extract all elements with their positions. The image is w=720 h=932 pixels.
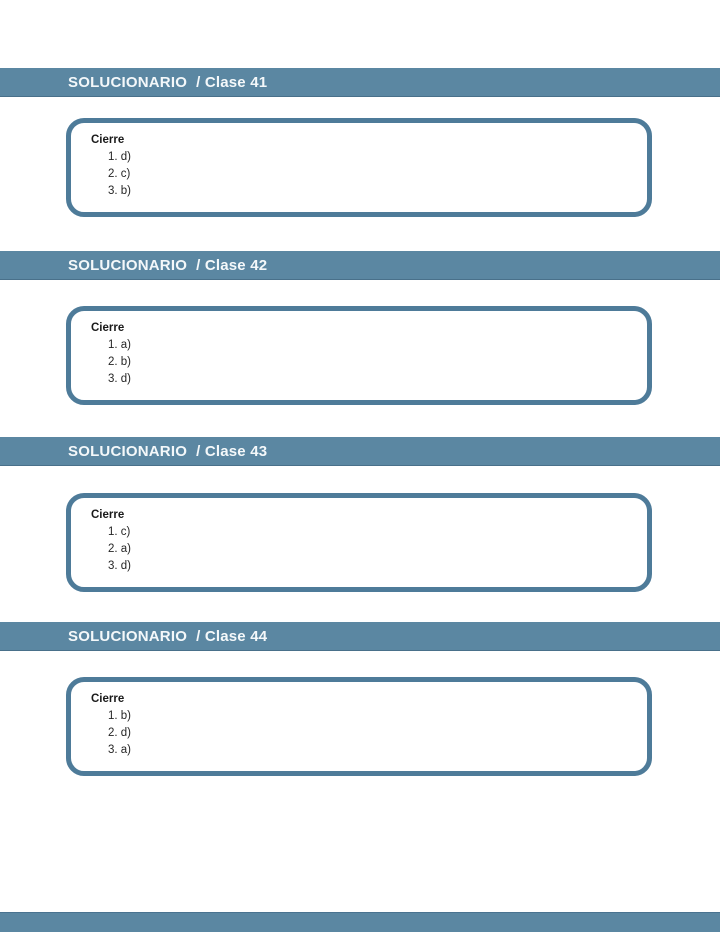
box-title: Cierre: [91, 509, 125, 521]
box-title: Cierre: [91, 134, 125, 146]
answer-line: 2. c): [108, 168, 131, 180]
answer-line: 3. d): [108, 560, 132, 572]
box-title: Cierre: [91, 322, 125, 334]
section-header-bar: [0, 68, 720, 97]
section-title: SOLUCIONARIO: [68, 256, 188, 274]
section-header-bar: [0, 251, 720, 280]
answer-box: [66, 118, 652, 217]
box-title: Cierre: [91, 693, 125, 705]
section-class-label: / Clase 43: [196, 442, 268, 460]
section-class-label: / Clase 42: [196, 256, 268, 274]
section-header-bar: [0, 437, 720, 466]
answer-line: 1. a): [108, 339, 132, 351]
answer-line: 1. d): [108, 151, 132, 163]
answer-line: 3. a): [108, 744, 132, 756]
answer-line: 2. a): [108, 543, 132, 555]
answer-line: 1. c): [108, 526, 131, 538]
section-title: SOLUCIONARIO: [68, 73, 188, 91]
answer-line: 3. d): [108, 373, 132, 385]
answer-line: 2. b): [108, 356, 132, 368]
answer-box: [66, 493, 652, 592]
footer-bar: [0, 912, 720, 932]
section-class-label: / Clase 41: [196, 73, 268, 91]
section-title: SOLUCIONARIO: [68, 442, 188, 460]
answer-box: [66, 306, 652, 405]
answer-line: 2. d): [108, 727, 132, 739]
section-header-bar: [0, 622, 720, 651]
answer-line: 1. b): [108, 710, 132, 722]
section-title: SOLUCIONARIO: [68, 627, 188, 645]
answer-box: [66, 677, 652, 776]
answer-line: 3. b): [108, 185, 132, 197]
section-class-label: / Clase 44: [196, 627, 268, 645]
